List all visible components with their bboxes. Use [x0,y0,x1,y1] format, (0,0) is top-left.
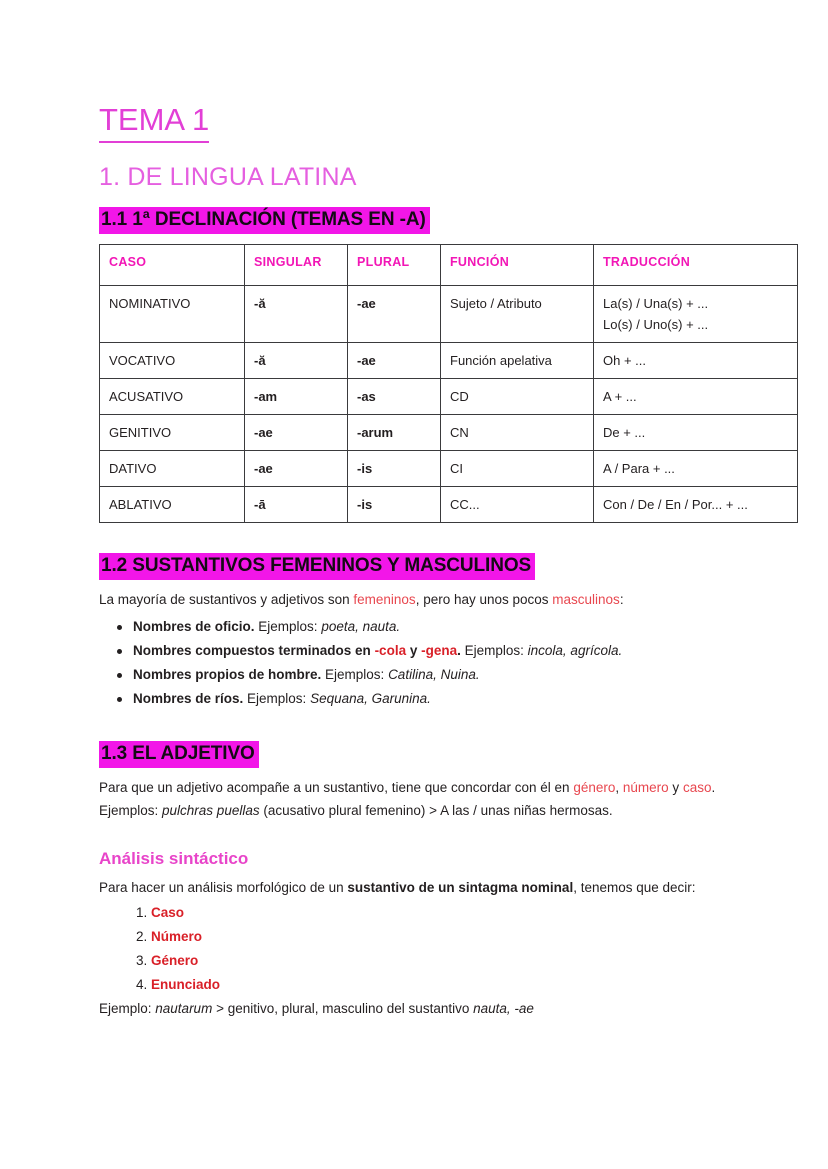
final-example-word: nautarum [155,1001,213,1016]
paragraph-part: , [615,780,623,795]
cell-traduccion [594,379,798,415]
column-header-traduccion: TRADUCCIÓN [594,245,798,286]
analysis-steps-list [99,901,729,997]
step-label: Género [151,953,199,968]
bullet-label: Nombres propios de hombre. [133,667,322,682]
term-caso: caso [682,780,712,795]
cell-caso: ACUSATIVO [100,379,245,415]
traduccion-line: Oh + ... [603,353,646,368]
list-item [151,973,729,997]
subsection-1-3-heading: 1.3 EL ADJETIVO [99,741,259,768]
list-item [133,639,729,663]
suffix-gena: -gena [421,643,458,658]
page-title: TEMA 1 [99,100,209,143]
bullet-examples: incola, agrícola. [527,643,623,658]
bullet-label: Nombres de ríos. [133,691,244,706]
page-title-wrap [99,100,729,143]
traduccion-line: Con / De / En / Por... + ... [603,497,748,512]
subsection-1-2-heading-wrap [99,539,729,580]
intro-text-part: , pero hay unos pocos [415,592,553,607]
bullet-label: Nombres compuestos terminados en [133,643,375,658]
example-label: Ejemplos: [99,803,163,818]
cell-plural: -is [348,451,441,487]
paragraph-part: Para que un adjetivo acompañe a un sustantivo, tiene que concordar con él en [99,780,574,795]
cell-caso: ABLATIVO [100,487,245,523]
bullet-rest: Ejemplos: [243,691,311,706]
subsection-1-3-heading-wrap [99,727,729,768]
masculine-nouns-list [99,615,729,711]
analysis-bold-term: sustantivo de un sintagma nominal [347,880,574,895]
cell-caso: GENITIVO [100,415,245,451]
adjective-agreement-paragraph [99,776,729,799]
bullet-label: Nombres de oficio. [133,619,255,634]
subsection-1-2-heading: 1.2 SUSTANTIVOS FEMENINOS Y MASCULINOS [99,553,535,580]
list-item [133,687,729,711]
bullet-examples: Catilina, Nuina. [388,667,480,682]
document-content [99,100,748,1020]
column-header-plural: PLURAL [348,245,441,286]
table-row [100,343,798,379]
cell-caso: NOMINATIVO [100,286,245,343]
list-item [151,949,729,973]
traduccion-line: De + ... [603,425,646,440]
table-row [100,286,798,343]
final-example-label: Ejemplo: [99,1001,156,1016]
term-femeninos: femeninos [353,592,416,607]
bullet-examples: Sequana, Garunina. [310,691,431,706]
cell-funcion: Función apelativa [441,343,594,379]
final-example-mid: > genitivo, plural, masculino del sustantivo [212,1001,474,1016]
list-item [133,663,729,687]
subsection-1-1-heading: 1.1 1ª DECLINACIÓN (TEMAS EN -A) [99,207,430,234]
column-header-funcion: FUNCIÓN [441,245,594,286]
term-genero: género [573,780,616,795]
cell-traduccion [594,451,798,487]
traduccion-line: A / Para + ... [603,461,675,476]
cell-traduccion [594,286,798,343]
cell-plural: -as [348,379,441,415]
intro-text-part: La mayoría de sustantivos y adjetivos son [99,592,354,607]
cell-funcion: Sujeto / Atributo [441,286,594,343]
cell-traduccion [594,415,798,451]
final-example-enunciado: nauta, -ae [473,1001,534,1016]
cell-plural: -ae [348,286,441,343]
cell-traduccion [594,343,798,379]
cell-funcion: CC... [441,487,594,523]
intro-text-part: : [619,592,624,607]
bullet-rest: Ejemplos: [254,619,322,634]
table-row [100,415,798,451]
analysis-intro-part: Para hacer un análisis morfológico de un [99,880,348,895]
section-heading: 1. DE LINGUA LATINA [99,163,357,191]
bullet-period: . [457,643,461,658]
analysis-heading: Análisis sintáctico [99,849,249,868]
column-header-caso: CASO [100,245,245,286]
step-label: Caso [151,905,185,920]
cell-singular: -ae [245,415,348,451]
bullet-rest: Ejemplos: [460,643,528,658]
declension-table [99,244,798,523]
cell-plural: -ae [348,343,441,379]
cell-singular: -ă [245,286,348,343]
table-row [100,451,798,487]
step-label: Enunciado [151,977,221,992]
cell-caso: DATIVO [100,451,245,487]
term-numero: número [622,780,669,795]
analysis-intro-part: , tenemos que decir: [573,880,696,895]
bullet-rest: Ejemplos: [321,667,389,682]
paragraph-part: . [711,780,716,795]
bullet-examples: poeta, nauta. [321,619,401,634]
table-row [100,379,798,415]
cell-plural: -is [348,487,441,523]
cell-plural: -arum [348,415,441,451]
bullet-conjunction: y [406,643,422,658]
table-header-row [100,245,798,286]
example-rest: (acusativo plural femenino) > A las / unas niñas hermosas. [259,803,613,818]
cell-singular: -ae [245,451,348,487]
cell-funcion: CD [441,379,594,415]
column-header-singular: SINGULAR [245,245,348,286]
adjective-example [99,799,729,822]
list-item [151,901,729,925]
term-masculinos: masculinos [552,592,620,607]
analysis-final-example [99,997,729,1020]
traduccion-line: A + ... [603,389,637,404]
cell-caso: VOCATIVO [100,343,245,379]
example-latin: pulchras puellas [162,803,260,818]
traduccion-line: Lo(s) / Uno(s) + ... [603,317,709,332]
analysis-intro [99,876,729,899]
traduccion-line: La(s) / Una(s) + ... [603,296,709,311]
cell-singular: -ā [245,487,348,523]
list-item [133,615,729,639]
list-item [151,925,729,949]
cell-traduccion [594,487,798,523]
cell-funcion: CI [441,451,594,487]
cell-funcion: CN [441,415,594,451]
step-label: Número [151,929,203,944]
cell-singular: -ă [245,343,348,379]
subsection-1-1-heading-wrap [99,193,729,234]
cell-singular: -am [245,379,348,415]
suffix-cola: -cola [374,643,407,658]
paragraph-part: y [668,780,683,795]
subsection-1-2-intro [99,588,729,611]
table-row [100,487,798,523]
